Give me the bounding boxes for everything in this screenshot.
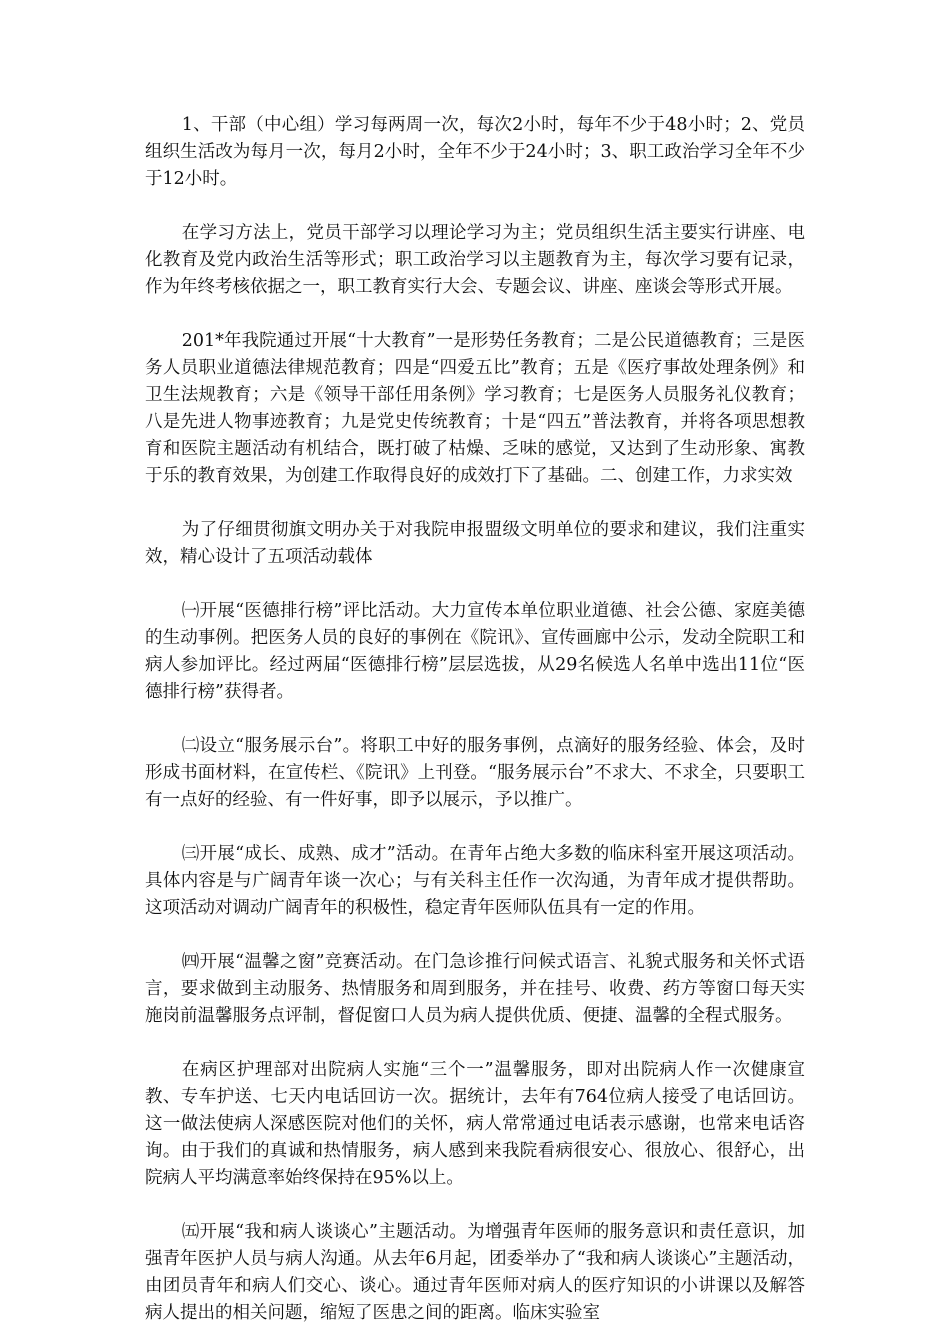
paragraph-five-activities-intro: 为了仔细贯彻旗文明办关于对我院申报盟级文明单位的要求和建议，我们注重实效，精心设计了五项活动载体	[145, 520, 805, 567]
paragraph-study-schedule: 1、干部（中心组）学习每两周一次，每次2小时，每年不少于48小时；2、党员组织生活改为每月一次，每月2小时，全年不少于24小时；3、职工政治学习全年不少于12小时。	[145, 115, 805, 189]
paragraph-ward-service: 在病区护理部对出院病人实施“三个一”温馨服务，即对出院病人作一次健康宣教、专车护送、七天内电话回访一次。据统计，去年有764位病人接受了电话回访。这一做法使病人深感医院对他们的关怀，病人常常通过电话表示感谢，也常来电话咨询。由于我们的真诚和热情服务，病人感到来我院看病很安心、很放心、很舒心，出院病人平均满意率始终保持在95%以上。	[145, 1060, 805, 1188]
document-body	[145, 112, 805, 1327]
paragraph-activity-4: ㈣开展“温馨之窗”竞赛活动。在门急诊推行问候式语言、礼貌式服务和关怀式语言，要求做到主动服务、热情服务和周到服务，并在挂号、收费、药方等窗口每天实施岗前温馨服务点评制，督促窗口人员为病人提供优质、便捷、温馨的全程式服务。	[145, 952, 805, 1026]
paragraph-study-methods: 在学习方法上，党员干部学习以理论学习为主；党员组织生活主要实行讲座、电化教育及党内政治生活等形式；职工政治学习以主题教育为主，每次学习要有记录，作为年终考核依据之一，职工教育实行大会、专题会议、讲座、座谈会等形式开展。	[145, 223, 805, 297]
paragraph-activity-2: ㈡设立“服务展示台”。将职工中好的服务事例，点滴好的服务经验、体会，及时形成书面材料，在宣传栏、《院讯》上刊登。“服务展示台”不求大、不求全，只要职工有一点好的经验、有一件好事，即予以展示，予以推广。	[145, 736, 805, 810]
paragraph-activity-5: ㈤开展“我和病人谈谈心”主题活动。为增强青年医师的服务意识和责任意识，加强青年医护人员与病人沟通。从去年6月起，团委举办了“我和病人谈谈心”主题活动，由团员青年和病人们交心、谈心。通过青年医师对病人的医疗知识的小讲课以及解答病人提出的相关问题，缩短了医患之间的距离。临床实验室	[145, 1222, 805, 1323]
paragraph-activity-3: ㈢开展“成长、成熟、成才”活动。在青年占绝大多数的临床科室开展这项活动。具体内容是与广阔青年谈一次心；与有关科主任作一次沟通，为青年成才提供帮助。这项活动对调动广阔青年的积极性，稳定青年医师队伍具有一定的作用。	[145, 844, 805, 918]
paragraph-activity-1: ㈠开展“医德排行榜”评比活动。大力宣传本单位职业道德、社会公德、家庭美德的生动事例。把医务人员的良好的事例在《院讯》、宣传画廊中公示，发动全院职工和病人参加评比。经过两届“医德排行榜”层层选拔，从29名候选人名单中选出11位“医德排行榜”获得者。	[145, 601, 805, 702]
paragraph-ten-educations: 201*年我院通过开展“十大教育”一是形势任务教育；二是公民道德教育；三是医务人员职业道德法律规范教育；四是“四爱五比”教育；五是《医疗事故处理条例》和卫生法规教育；六是《领导干部任用条例》学习教育；七是医务人员服务礼仪教育；八是先进人物事迹教育；九是党史传统教育；十是“四五”普法教育，并将各项思想教育和医院主题活动有机结合，既打破了枯燥、乏味的感觉，又达到了生动形象、寓教于乐的教育效果，为创建工作取得良好的成效打下了基础。二、创建工作，力求实效	[145, 331, 805, 486]
